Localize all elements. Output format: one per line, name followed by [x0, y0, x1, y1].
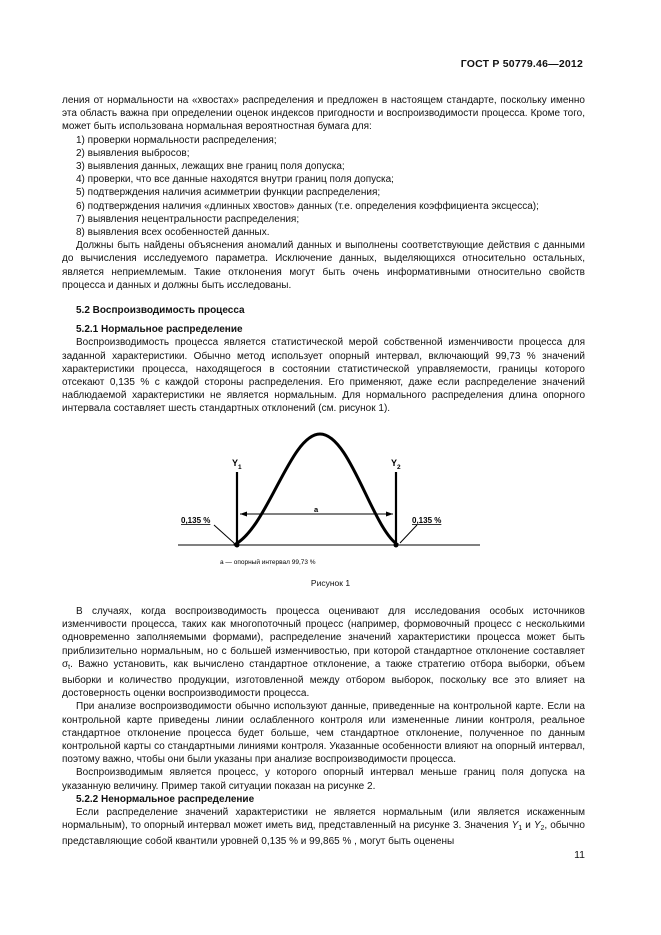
interval-label: a: [314, 505, 319, 514]
intro-block: [62, 94, 585, 292]
list-item: 5) подтверждения наличия асимметрии функции распределения;: [76, 187, 381, 199]
body-continuation: [62, 605, 585, 849]
list-item: 8) выявления всех особенностей данных.: [76, 227, 270, 239]
left-tail-marker: [235, 543, 240, 548]
normal-distribution-paragraph: Воспроизводимость процесса является статистической мерой собственной изменчивости процесса для заданной характеристики. Обычно метод использует опорный интервал, включающий 99,73 % значений характеристики процесса, находящегося в состоянии статистической управляемости, границы которого отсекают 0,135 % с каждой стороны распределения. Его применяют, даже если распределение значений наблюдаемой характеристики не является нормальным. Для нормального распределения длина опорного интервала составляет шесть стандартных отклонений (см. рисунок 1).: [62, 337, 585, 415]
standard-header: ГОСТ Р 50779.46—2012: [460, 58, 583, 70]
arrowhead-left: [240, 512, 247, 517]
left-tail-label: 0,135 %: [181, 516, 211, 525]
y2-label: $Y_2$: [391, 458, 401, 471]
list-item: 7) выявления нецентральности распределения;: [76, 213, 300, 225]
page-number: 11: [574, 849, 585, 861]
left-tail-leader: [214, 525, 234, 543]
section-heading: 5.2 Воспроизводимость процесса: [76, 305, 245, 316]
distribution-curve: [234, 434, 398, 545]
figure-reference-interval: [150, 428, 510, 570]
anomalies-paragraph: Должны быть найдены объяснения аномалий данных и выполнены соответствующие действия с данными до вычисления исследуемого параметра. Исключение данных, выделяющихся относительно остальных, является неприемлемым. Такие отклонения могут быть очень информативными относительно свойств процесса и данных и должны быть исследованы.: [62, 240, 585, 291]
figure-caption: Рисунок 1: [310, 578, 351, 588]
right-tail-label: 0,135 %: [412, 516, 442, 525]
capable-process-paragraph: Воспроизводимым является процесс, у которого опорный интервал меньше границ поля допуска на указанную величину. Пример такой ситуации показан на рисунке 2.: [62, 767, 585, 792]
figure-legend: a — опорный интервал 99,73 %: [220, 559, 316, 566]
section-5-2: [62, 304, 585, 416]
intro-paragraph: ления от нормальности на «хвостах» распределения и предложен в настоящем стандарте, поскольку именно эта область важна при определении оценок индексов пригодности и воспроизводимости процесса. Кроме того, может быть использована нормальная вероятностная бумага для:: [62, 95, 585, 133]
list-item: 2) выявления выбросов;: [76, 147, 190, 159]
list-item: 6) подтверждения наличия «длинных хвостов» данных (т.е. определения коэффициента эксцесса);: [76, 200, 539, 212]
right-tail-marker: [394, 543, 399, 548]
non-normal-paragraph: Если распределение значений характеристики не является нормальным (или является искаженным нормальным), то опорный интервал может иметь вид, представленный на рисунке 3. Значения $Y_1$ и $Y_2$, обычно представляющие собой квантили уровней 0,135 % и 99,865 % , могут быть оценены: [62, 807, 585, 848]
list-item: 1) проверки нормальности распределения;: [76, 134, 277, 146]
y1-label: $Y_1$: [232, 458, 242, 471]
list-item: 3) выявления данных, лежащих вне границ поля допуска;: [76, 161, 345, 173]
control-chart-paragraph: При анализе воспроизводимости обычно используют данные, приведенные на контрольной карте. Если на контрольной карте приведены линии ослабленного контроля или измененные линии контроля, реальное стандартное отклонение процесса будет больше, чем стандартное отклонение, полученное по данным контрольной карты со стандартными линиями контроля. Указанные особенности влияют на опорный интервал, поэтому важно, чтобы они были указаны при анализе воспроизводимости процесса.: [62, 701, 585, 766]
right-tail-leader: [400, 525, 417, 543]
capability-sources-paragraph: В случаях, когда воспроизводимость процесса оценивают для исследования особых источников изменчивости процесса, таких как многопоточный процесс (например, формовочный процесс с несколькими одновременно заполняемыми формами), распределение значений характеристики процесса может быть приблизительно нормальным, но с большей изменчивостью, при которой стандартное отклонение составляет $\sigma_t$. Важно установить, как вычислено стандартное отклонение, а также стратегию отбора выборки, объем выборки и количество продукции, изготовленной между отбором выборок, поскольку все это влияет на достоверность оценки воспроизводимости процесса.: [62, 606, 585, 700]
arrowhead-right: [386, 512, 393, 517]
list-item: 4) проверки, что все данные находятся внутри границ поля допуска;: [76, 174, 394, 186]
subsection-heading: 5.2.1 Нормальное распределение: [76, 324, 243, 336]
subsection-heading: 5.2.2 Ненормальное распределение: [76, 793, 255, 805]
